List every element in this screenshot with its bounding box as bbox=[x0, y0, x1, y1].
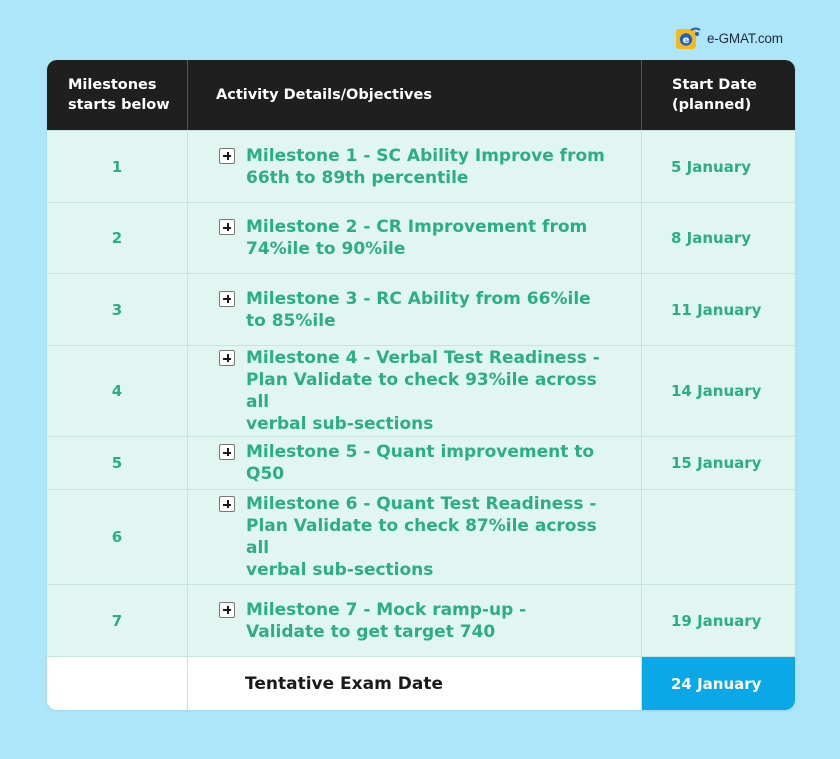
expand-plus-icon[interactable] bbox=[219, 219, 235, 235]
expand-plus-icon[interactable] bbox=[219, 496, 235, 512]
table-row bbox=[47, 130, 795, 202]
start-date: 8 January bbox=[671, 229, 752, 247]
svg-text:e: e bbox=[682, 35, 690, 46]
table-row bbox=[47, 202, 795, 273]
milestone-number: 5 bbox=[111, 454, 123, 472]
milestone-description: Milestone 6 - Quant Test Readiness - Plan Validate to check 87%ile across all verbal sub-sections bbox=[246, 494, 597, 580]
header-activity-label: Activity Details/Objectives bbox=[216, 87, 432, 103]
header-milestones-label: Milestones starts below bbox=[68, 77, 170, 113]
table-row bbox=[47, 273, 795, 345]
exam-date-label: Tentative Exam Date bbox=[245, 673, 443, 694]
milestone-description: Milestone 7 - Mock ramp-up - Validate to get target 740 bbox=[246, 599, 527, 642]
brand-name[interactable]: e-GMAT.com bbox=[707, 30, 783, 46]
milestone-number: 3 bbox=[111, 300, 123, 319]
header-start-date bbox=[642, 60, 795, 130]
egmat-logo-icon bbox=[675, 26, 701, 50]
start-date: 11 January bbox=[671, 300, 762, 319]
expand-plus-icon[interactable] bbox=[219, 148, 235, 164]
table-row bbox=[47, 489, 795, 584]
table-header bbox=[47, 60, 795, 130]
expand-plus-icon[interactable] bbox=[219, 350, 235, 366]
header-milestones bbox=[47, 60, 188, 130]
exam-date-cell bbox=[642, 657, 795, 710]
start-date: 5 January bbox=[671, 157, 752, 176]
expand-plus-icon[interactable] bbox=[219, 602, 235, 618]
expand-plus-icon[interactable] bbox=[219, 291, 235, 307]
milestone-number: 1 bbox=[111, 157, 123, 176]
brand bbox=[675, 26, 783, 50]
header-start-date-label: Start Date (planned) bbox=[672, 77, 757, 113]
table-row bbox=[47, 584, 795, 656]
milestone-table bbox=[47, 60, 795, 710]
milestone-number: 4 bbox=[111, 382, 123, 400]
milestone-description: Milestone 2 - CR Improvement from 74%ile to 90%ile bbox=[246, 217, 588, 259]
milestone-number: 6 bbox=[111, 528, 123, 546]
header-activity bbox=[188, 60, 642, 130]
milestone-description: Milestone 3 - RC Ability from 66%ile to 85%ile bbox=[246, 288, 591, 331]
milestone-description: Milestone 4 - Verbal Test Readiness - Plan Validate to check 93%ile across all verbal sub-sections bbox=[246, 348, 600, 434]
start-date: 14 January bbox=[671, 382, 762, 400]
start-date: 15 January bbox=[671, 454, 762, 472]
table-row bbox=[47, 436, 795, 489]
milestone-number: 2 bbox=[111, 229, 123, 247]
start-date: 19 January bbox=[671, 611, 762, 630]
milestone-number: 7 bbox=[111, 611, 123, 630]
milestone-description: Milestone 1 - SC Ability Improve from 66th to 89th percentile bbox=[246, 145, 605, 188]
exam-date-row bbox=[47, 656, 795, 710]
table-row bbox=[47, 345, 795, 436]
exam-date-value: 24 January bbox=[671, 674, 762, 693]
milestone-description: Milestone 5 - Quant improvement to Q50 bbox=[246, 442, 595, 484]
expand-plus-icon[interactable] bbox=[219, 444, 235, 460]
